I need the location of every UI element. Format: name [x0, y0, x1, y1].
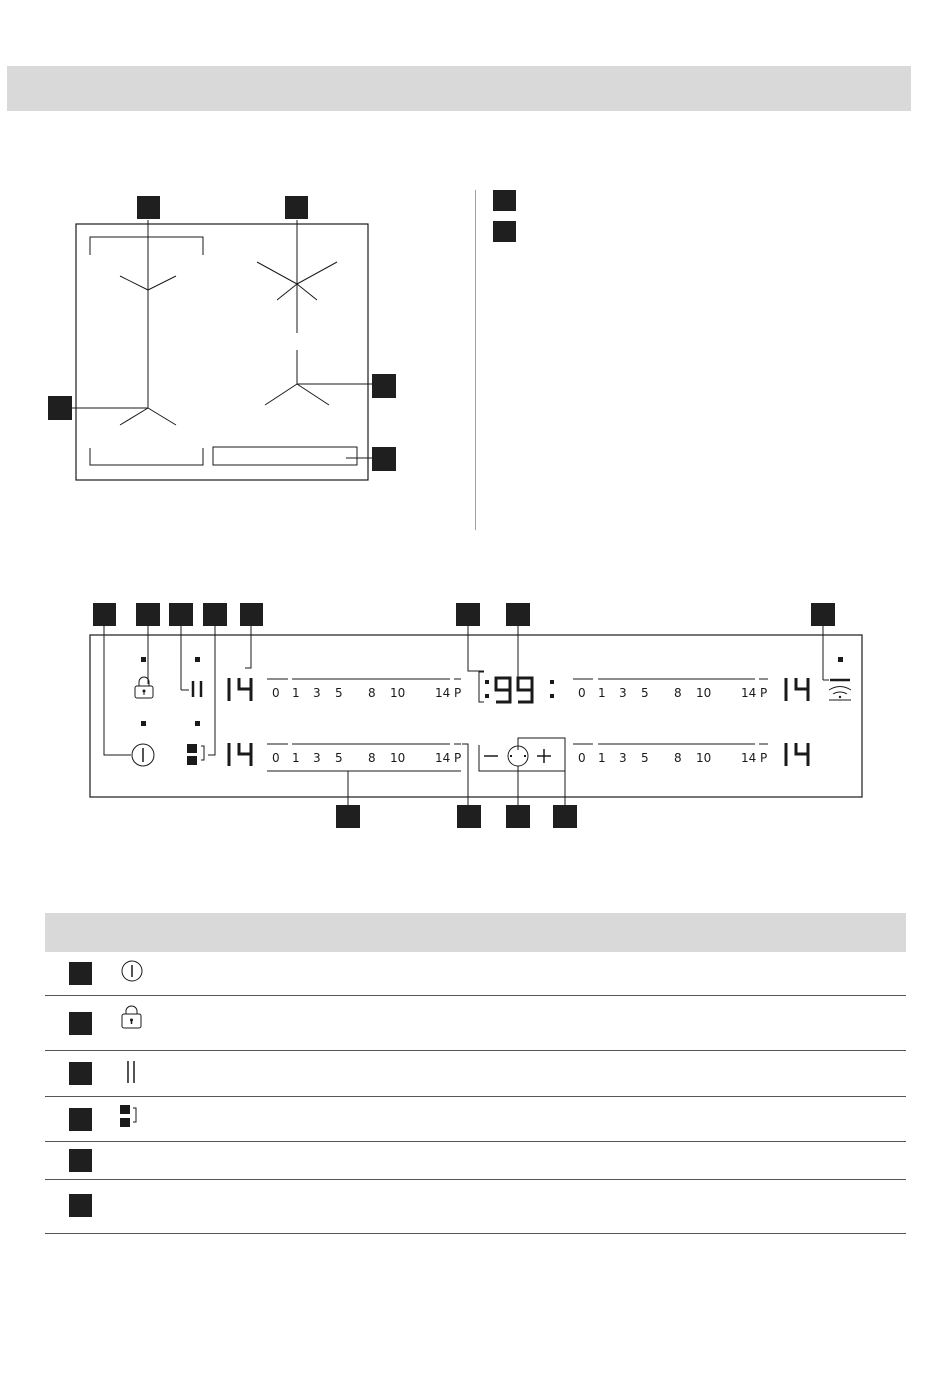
power-scale-label[interactable]: 14	[435, 751, 451, 765]
pause-icon	[128, 1061, 134, 1083]
power-scale-label[interactable]: 5	[335, 751, 343, 765]
power-scale-label[interactable]: P	[454, 751, 462, 765]
power-scale-label[interactable]: 1	[292, 751, 300, 765]
power-scale-label[interactable]: 14	[741, 751, 757, 765]
table-row-marker	[69, 1012, 92, 1035]
power-scale-label[interactable]: 0	[272, 751, 280, 765]
table-row-marker	[69, 1194, 92, 1217]
power-scale-label[interactable]: 0	[578, 686, 586, 700]
power-scale-label[interactable]: 3	[619, 751, 627, 765]
power-scale-label[interactable]: 5	[641, 751, 649, 765]
power-scale-label[interactable]: 14	[435, 686, 451, 700]
table-row-marker	[69, 1149, 92, 1172]
power-scale-label[interactable]: 10	[390, 751, 406, 765]
table-row-marker	[69, 1108, 92, 1131]
power-scale-label[interactable]: 14	[741, 686, 757, 700]
power-scale-label[interactable]: 0	[578, 751, 586, 765]
power-scale-label[interactable]: 0	[272, 686, 280, 700]
power-scale-label[interactable]: 5	[335, 686, 343, 700]
power-scale-label[interactable]: 3	[313, 751, 321, 765]
power-scale-label[interactable]: P	[760, 686, 768, 700]
power-scale-label[interactable]: 1	[598, 751, 606, 765]
power-scale-label[interactable]: 10	[390, 686, 406, 700]
power-scale-label[interactable]: P	[454, 686, 462, 700]
power-scale-label[interactable]: 1	[292, 686, 300, 700]
power-scale-label[interactable]: 8	[368, 686, 376, 700]
power-scale-label[interactable]: 1	[598, 686, 606, 700]
bridge-icon	[120, 1105, 136, 1127]
power-scale-label[interactable]: 10	[696, 751, 712, 765]
power-scale-label[interactable]: 8	[674, 751, 682, 765]
power-scale-label[interactable]: 8	[368, 751, 376, 765]
power-scale-label[interactable]: 3	[313, 686, 321, 700]
power-scale-label[interactable]: 8	[674, 686, 682, 700]
lock-icon	[122, 1006, 141, 1028]
power-icon	[122, 961, 142, 981]
table-row-marker	[69, 1062, 92, 1085]
power-scale-label[interactable]: P	[760, 751, 768, 765]
power-scale-label[interactable]: 10	[696, 686, 712, 700]
power-scale-label[interactable]: 3	[619, 686, 627, 700]
power-scale-label[interactable]: 5	[641, 686, 649, 700]
